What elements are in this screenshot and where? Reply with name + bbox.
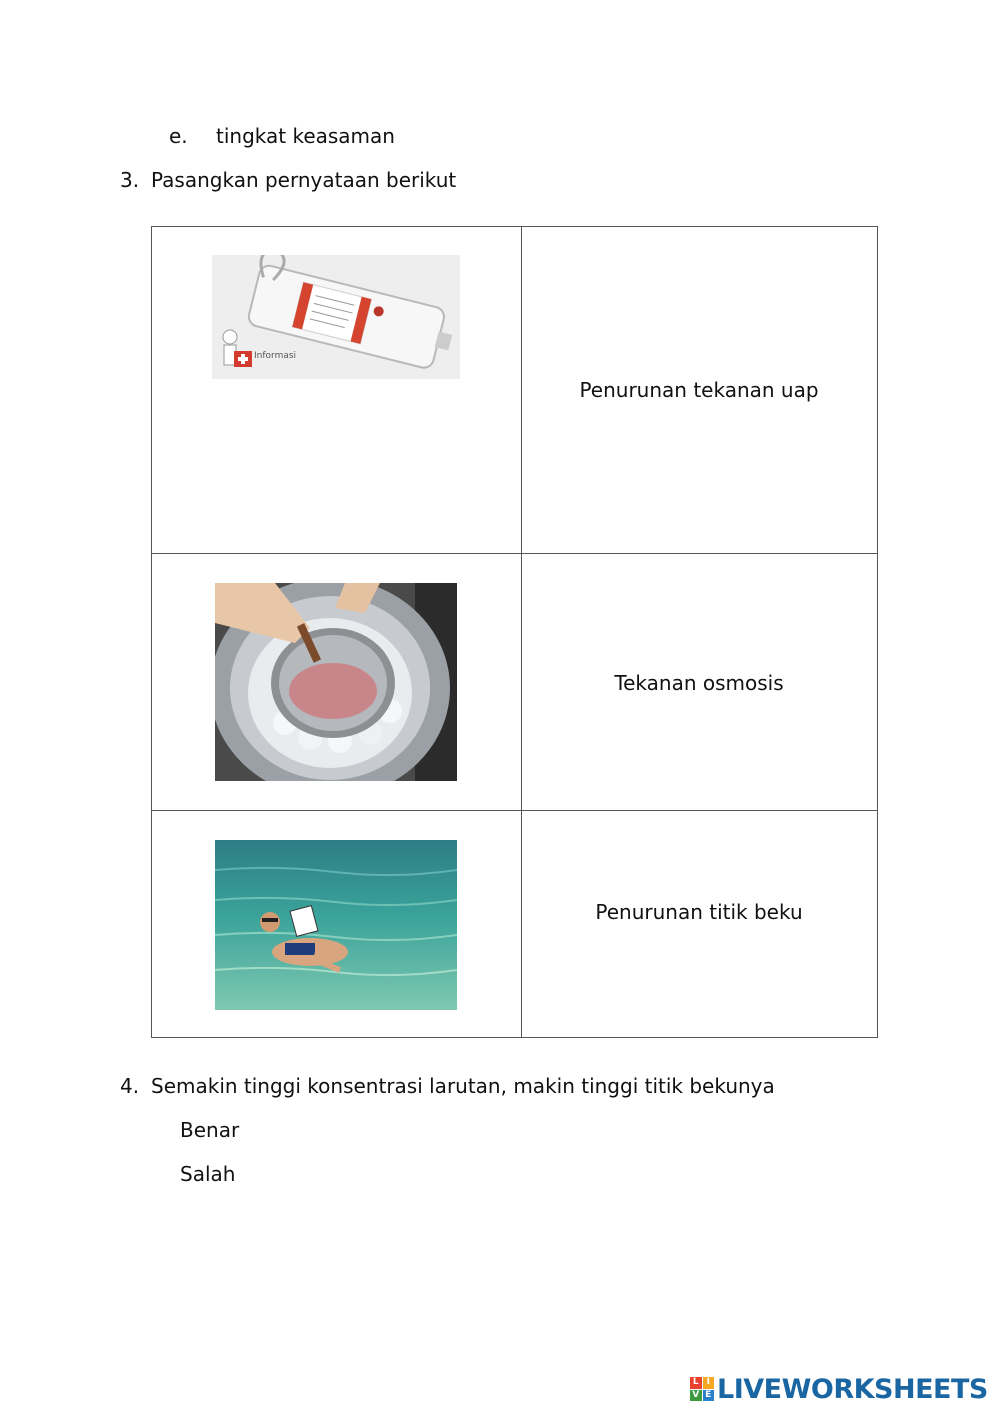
infus-caption: Informasi bbox=[254, 351, 297, 361]
ice-cream-maker-image bbox=[215, 583, 457, 781]
label-3: Penurunan titik beku bbox=[595, 900, 803, 924]
question-4-number: 4. bbox=[120, 1074, 140, 1098]
logo-tiles-icon: L I V E bbox=[690, 1377, 714, 1401]
label-1: Penurunan tekanan uap bbox=[579, 378, 819, 402]
question-3-text: Pasangkan pernyataan berikut bbox=[151, 168, 457, 192]
table-row bbox=[152, 553, 877, 810]
table-row bbox=[152, 227, 877, 553]
question-3-number: 3. bbox=[120, 168, 140, 192]
option-e-text: tingkat keasaman bbox=[216, 124, 395, 148]
liveworksheets-logo bbox=[690, 1372, 988, 1406]
option-benar[interactable]: Benar bbox=[180, 1118, 240, 1142]
table-row bbox=[152, 810, 877, 1039]
brand-text: LIVEWORKSHEETS bbox=[717, 1373, 988, 1405]
option-e-letter: e. bbox=[169, 124, 188, 148]
option-salah[interactable]: Salah bbox=[180, 1162, 236, 1186]
matching-table bbox=[151, 226, 878, 1038]
infus-bag-image bbox=[212, 255, 460, 379]
label-2: Tekanan osmosis bbox=[614, 671, 784, 695]
dead-sea-floating-image bbox=[215, 840, 457, 1010]
question-4-text: Semakin tinggi konsentrasi larutan, makin tinggi titik bekunya bbox=[151, 1074, 775, 1098]
